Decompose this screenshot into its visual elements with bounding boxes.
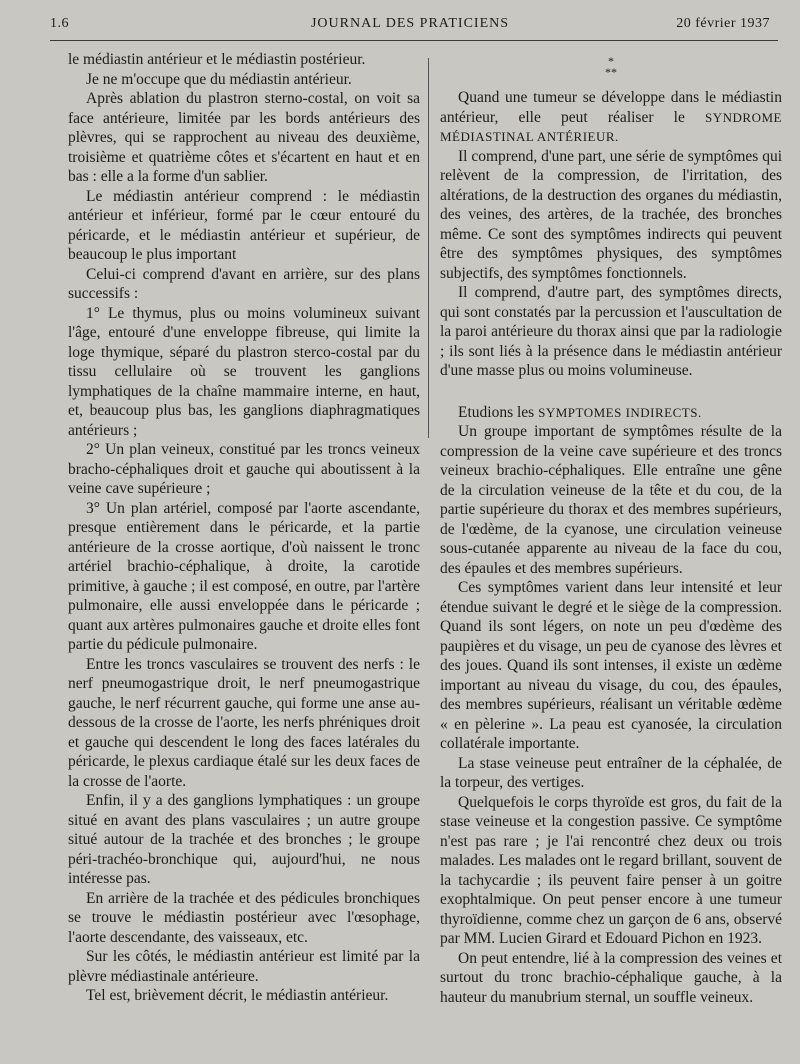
paragraph: Quand une tumeur se développe dans le médiastin antérieur, elle peut réaliser le SYNDROME MÉDIASTINAL ANTÉRIEUR.: [440, 89, 782, 144]
paragraph: Celui-ci comprend d'avant en arrière, sur des plans successifs :: [68, 265, 420, 302]
paragraph: Il comprend, d'autre part, des symptômes directs, qui sont constatés par la percussion et l'auscultation de la paroi antérieure du thorax ainsi que par la radiologie ; ils sont liés à la présence dans le médiastin antérieur d'une masse plus ou moins volumineuse.: [440, 284, 782, 379]
paragraph: Sur les côtés, le médiastin antérieur est limité par la plèvre médiastinale antérieure.: [68, 948, 420, 985]
header-rule: [50, 40, 778, 41]
paragraph: Ces symptômes varient dans leur intensité et leur étendue suivant le degré et le siège de la compression. Quand ils sont légers, on note un peu d'œdème des paupières et du visage, un peu de cyanose des lèvres et des joues. Quand ils sont intenses, il existe un œdème important au niveau du visage, du cou, des épaules, des membres supérieurs, réalisant un véritable œdème « en pèlerine ». La peau est cyanosée, la circulation collatérale importante.: [440, 579, 782, 752]
journal-title: JOURNAL DES PRATICIENS: [310, 16, 510, 31]
paragraph: le médiastin antérieur et le médiastin postérieur.: [68, 51, 366, 68]
paragraph: Un groupe important de symptômes résulte de la compression de la veine cave supérieure et des troncs veineux brachio-céphaliques. Elle entraîne une gêne de la circulation veineuse de la tête et du cou, de la partie supérieure du thorax et des membres supérieurs, de l'œdème, de la cyanose, une circulation veineuse sous-cutanée apparente au niveau de la face du cou, des épaules et des membres supérieurs.: [440, 423, 782, 577]
paragraph: Le médiastin antérieur comprend : le médiastin antérieur et inférieur, formé par le cœur entouré du péricarde, et le médiastin antérieur et supérieur, de beaucoup le plus important: [68, 187, 420, 263]
page-number: 1.6: [50, 16, 69, 31]
paragraph: Je ne m'occupe que du médiastin antérieur.: [86, 70, 352, 88]
section-heading: SYMPTOMES INDIRECTS.: [538, 404, 702, 420]
paragraph: En arrière de la trachée et des pédicules bronchiques se trouve le médiastin postérieur avec l'œsophage, l'aorte descendante, des vaisseaux, etc.: [68, 889, 420, 946]
section-heading: SYNDROME MÉDIASTINAL ANTÉRIEUR.: [440, 109, 782, 144]
paragraph: Etudions les SYMPTOMES INDIRECTS.: [458, 403, 702, 421]
page-header: [50, 16, 770, 38]
paragraph: Tel est, brièvement décrit, le médiastin antérieur.: [86, 987, 389, 1004]
paragraph: 3° Un plan artériel, composé par l'aorte ascendante, presque entièrement dans le péricarde, et la partie antérieure de la crosse aortique, d'où naissent le tronc artériel brachio-céphalique, à droite, la carotide primitive, à gauche ; il est composé, en outre, par l'artère pulmonaire, elle aussi enveloppée dans le péricarde ; quant aux artères pulmonaires gauche et droite elles font partie du pédicule pulmonaire.: [68, 499, 420, 653]
right-column: [440, 50, 782, 1007]
issue-date: 20 février 1937: [676, 16, 770, 31]
paragraph: Enfin, il y a des ganglions lymphatiques : un groupe situé en avant des plans vasculaires ; un autre groupe situé autour de la trachée et des bronches ; le groupe péri-trachéo-bronchique qui, aujourd'hui, ne nous intéresse pas.: [68, 792, 420, 887]
paragraph: Après ablation du plastron sterno-costal, on voit sa face antérieure, limitée par les bords antérieurs des plèvres, qui se rapprochent au niveau des deuxième, troisième et quatrième côtes et s'écartent en haut et en bas : elle a la forme d'un sablier.: [68, 90, 420, 185]
paragraph: Entre les troncs vasculaires se trouvent des nerfs : le nerf pneumogastrique droit, le nerf pneumogastrique gauche, le nerf récurrent gauche, qui forme une anse au-dessous de la crosse de l'aorte, les nerfs phréniques droit et gauche qui descendent le long des faces latérales du péricarde, le plexus cardiaque étalé sur les deux faces de la crosse de l'aorte.: [68, 655, 420, 790]
column-divider: [428, 58, 429, 438]
paragraph: Il comprend, d'une part, une série de symptômes qui relèvent de la compression, de l'irritation, des altérations, de la destruction des organes du médiastin, des veines, des artères, de la trachée, des bronches même. Ce sont des symptômes indirects qui peuvent être des symptômes physiques, des symptômes subjectifs, des symptômes fonctionnels.: [440, 147, 782, 282]
paragraph: Quelquefois le corps thyroïde est gros, du fait de la stase veineuse et la congestion passive. Ce symptôme n'est pas rare ; je l'ai rencontré chez deux ou trois malades. Les malades ont le regard brillant, souvent de la tachycardie ; ils peuvent faire penser à un goitre exophtalmique. On peut penser encore à une tumeur thyroïdienne, comme chez un garçon de 6 ans, observé par MM. Lucien Girard et Edouard Pichon en 1923.: [440, 793, 782, 947]
paragraph: 1° Le thymus, plus ou moins volumineux suivant l'âge, entouré d'une enveloppe fibreuse, qui limite la loge thymique, séparé du plastron sterco-costal par du tissu cellulaire où se trouvent les ganglions lymphatiques de la chaîne mammaire interne, en haut, et, beaucoup plus bas, les ganglions diaphragmatiques antérieurs ;: [68, 304, 420, 439]
section-separator-stars: * **: [605, 54, 617, 79]
paragraph: On peut entendre, lié à la compression des veines et surtout du tronc brachio-céphalique gauche, à la hauteur du manubrium sternal, un souffle veineux.: [440, 949, 782, 1006]
left-column: [68, 50, 420, 1006]
paragraph: 2° Un plan veineux, constitué par les troncs veineux bracho-céphaliques droit et gauche qui aboutissent à la veine cave supérieure ;: [68, 441, 420, 497]
paragraph: La stase veineuse peut entraîner de la céphalée, de la torpeur, des vertiges.: [440, 754, 782, 791]
